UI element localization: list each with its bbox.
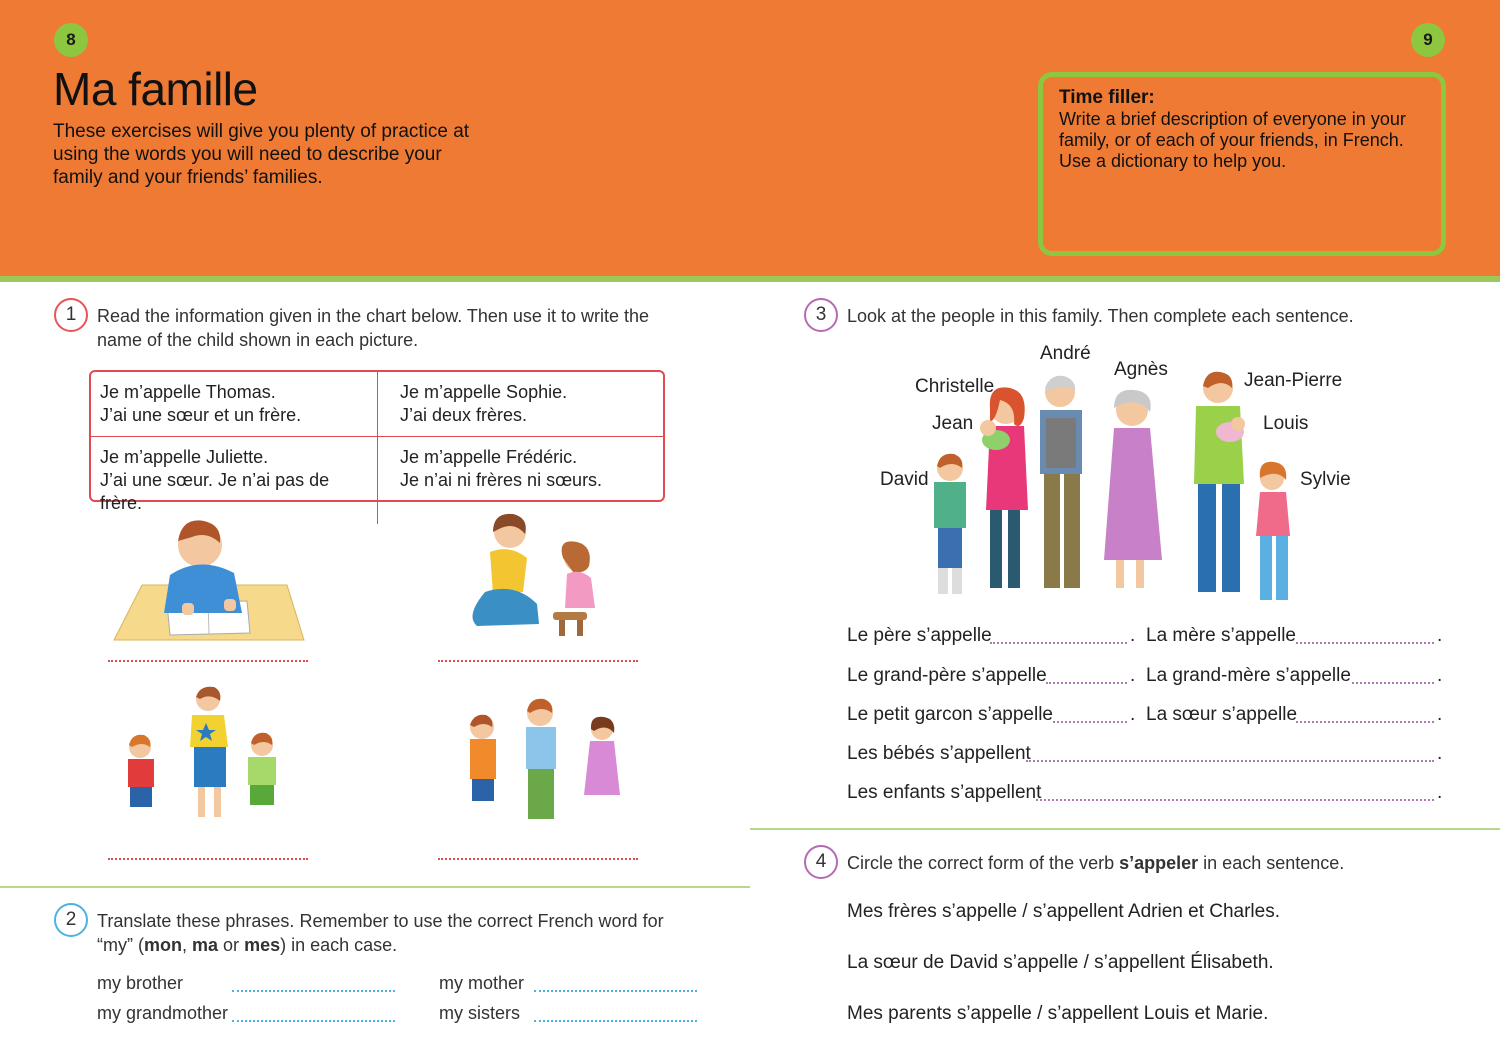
keyword-mon: mon — [143, 935, 182, 955]
instruction-text: in each sentence. — [1203, 853, 1345, 873]
sentence-pere: Le père s’appelle — [847, 625, 992, 646]
answer-line-grand-mere[interactable] — [1352, 682, 1434, 684]
chart-line: Je m’appelle Sophie. — [400, 382, 568, 402]
answer-line-my-brother[interactable] — [232, 990, 395, 992]
answer-line-1[interactable] — [108, 660, 308, 662]
keyword-ma: ma — [192, 935, 219, 955]
verb-sentence-2[interactable]: La sœur de David s’appelle / s’appellent Élisabeth. — [847, 952, 1274, 973]
phrase-my-sisters: my sisters — [439, 1003, 520, 1023]
picture-mother-brushing-hair — [455, 512, 620, 647]
phrase-my-grandmother: my grandmother — [97, 1003, 229, 1023]
answer-line-petit-garcon[interactable] — [1053, 721, 1127, 723]
answer-line-2[interactable] — [438, 660, 638, 662]
intro-text: These exercises will give you plenty of practice at using the words you will need to describe your family and your friends’ families. — [53, 121, 470, 188]
label-jean: Jean — [932, 413, 974, 434]
header-divider — [0, 276, 1500, 282]
period: . — [1130, 704, 1136, 725]
chart-line: Je m’appelle Frédéric. — [400, 447, 578, 467]
picture-mother-with-two-boys — [120, 685, 305, 835]
instruction-text: Translate these phrases. Remember to use the correct French word for “my” ( — [97, 911, 664, 955]
answer-line-mere[interactable] — [1296, 642, 1434, 644]
chart-cell-thomas — [91, 372, 377, 436]
answer-line-4[interactable] — [438, 858, 638, 860]
divider-left — [0, 886, 750, 888]
answer-line-3[interactable] — [108, 858, 308, 860]
phrase-my-brother: my brother — [97, 973, 184, 993]
separator: , — [181, 935, 192, 955]
period: . — [1437, 743, 1443, 764]
word-or: or — [223, 935, 240, 955]
answer-line-grand-pere[interactable] — [1046, 682, 1127, 684]
answer-line-enfants[interactable] — [1036, 799, 1434, 801]
exercise-2-instruction — [97, 909, 677, 957]
chart-line: Je n’ai ni frères ni sœurs. — [400, 470, 603, 490]
chart-cell-frederic — [377, 436, 663, 524]
chart-cell-sophie — [377, 372, 663, 436]
chart-line: Je m’appelle Juliette. — [100, 447, 269, 467]
sentence-petit-garcon: Le petit garcon s’appelle — [847, 704, 1053, 725]
exercise-3-instruction: Look at the people in this family. Then complete each sentence. — [847, 306, 1354, 326]
exercise-1-number: 1 — [54, 298, 88, 332]
answer-line-pere[interactable] — [990, 642, 1127, 644]
exercise-4-instruction — [847, 851, 1467, 875]
period: . — [1130, 625, 1136, 646]
time-filler-heading: Time filler: — [1059, 87, 1155, 108]
keyword-verb: s’appeler — [1119, 853, 1199, 873]
family-illustration — [900, 360, 1320, 615]
chart-line: J’ai deux frères. — [400, 405, 528, 425]
exercise-1-instruction: Read the information given in the chart below. Then use it to write the name of the child shown in each picture. — [97, 306, 649, 350]
sentence-mere: La mère s’appelle — [1146, 625, 1296, 646]
answer-line-my-mother[interactable] — [534, 990, 697, 992]
time-filler-box — [1038, 72, 1446, 256]
sentence-grand-pere: Le grand-père s’appelle — [847, 665, 1047, 686]
chart-line: J’ai une sœur. Je n’ai pas de frère. — [100, 470, 330, 513]
label-sylvie: Sylvie — [1300, 469, 1351, 490]
period: . — [1437, 782, 1443, 803]
label-christelle: Christelle — [915, 376, 995, 397]
time-filler-text: Write a brief description of everyone in your family, or of each of your friends, in French. Use a dictionary to help you. — [1059, 109, 1406, 171]
label-agnes: Agnès — [1114, 359, 1168, 380]
chart-line: Je m’appelle Thomas. — [100, 382, 276, 402]
info-chart — [89, 370, 665, 513]
label-david: David — [880, 469, 929, 490]
picture-three-children — [438, 695, 638, 835]
answer-line-my-grandmother[interactable] — [232, 1020, 395, 1022]
answer-line-bebes[interactable] — [1026, 760, 1434, 762]
answer-line-soeur[interactable] — [1296, 721, 1434, 723]
chart-cell-juliette — [91, 436, 377, 524]
label-andre: André — [1040, 343, 1091, 364]
sentence-enfants: Les enfants s’appellent — [847, 782, 1042, 803]
sentence-bebes: Les bébés s’appellent — [847, 743, 1031, 764]
label-louis: Louis — [1263, 413, 1309, 434]
phrase-my-mother: my mother — [439, 973, 525, 993]
chart-line: J’ai une sœur et un frère. — [100, 405, 302, 425]
picture-boy-writing — [112, 515, 307, 645]
instruction-text: ) in each case. — [280, 935, 398, 955]
keyword-mes: mes — [244, 935, 281, 955]
period: . — [1437, 665, 1443, 686]
page-number-left: 8 — [54, 23, 88, 57]
sentence-soeur: La sœur s’appelle — [1146, 704, 1298, 725]
verb-sentence-3[interactable]: Mes parents s’appelle / s’appellent Louis et Marie. — [847, 1003, 1269, 1024]
verb-sentence-1[interactable]: Mes frères s’appelle / s’appellent Adrien et Charles. — [847, 901, 1281, 922]
label-jean-pierre: Jean-Pierre — [1244, 370, 1343, 391]
instruction-text: Circle the correct form of the verb — [847, 853, 1115, 873]
period: . — [1437, 704, 1443, 725]
exercise-2-number: 2 — [54, 903, 88, 937]
exercise-4-number: 4 — [804, 845, 838, 879]
period: . — [1437, 625, 1443, 646]
answer-line-my-sisters[interactable] — [534, 1020, 697, 1022]
page-title: Ma famille — [53, 63, 258, 115]
exercise-3-number: 3 — [804, 298, 838, 332]
period: . — [1130, 665, 1136, 686]
divider-right — [750, 828, 1500, 830]
page-number-right: 9 — [1411, 23, 1445, 57]
sentence-grand-mere: La grand-mère s’appelle — [1146, 665, 1351, 686]
